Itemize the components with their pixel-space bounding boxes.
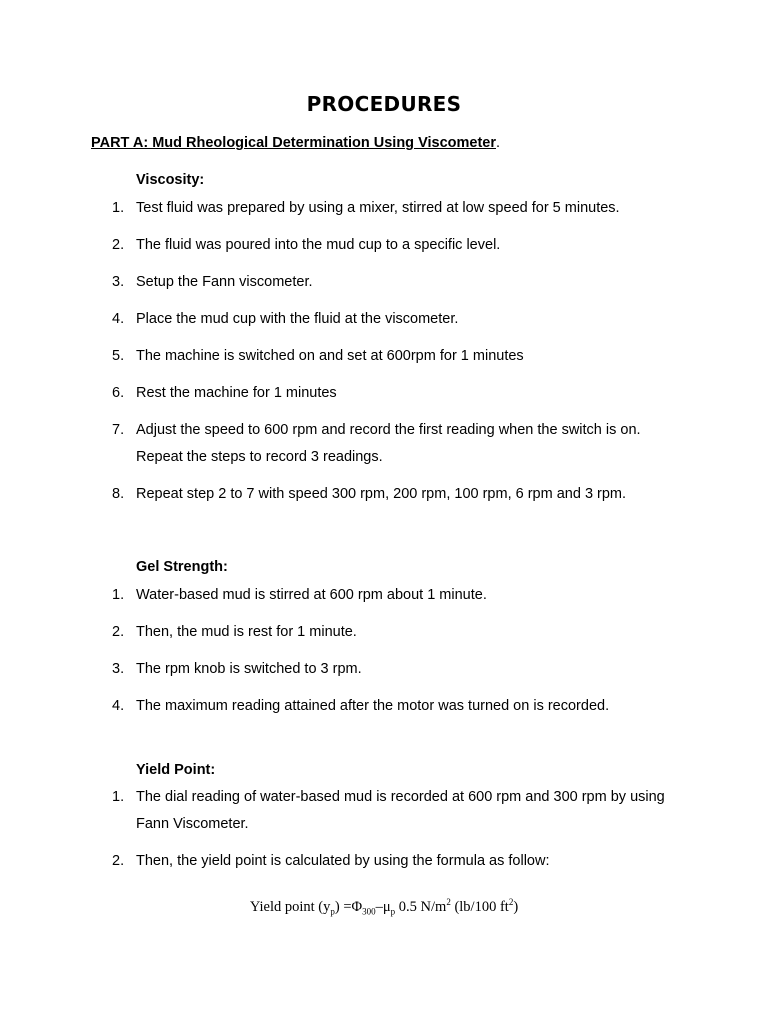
gel-strength-heading: Gel Strength: bbox=[136, 559, 228, 575]
list-item bbox=[0, 582, 768, 609]
part-a-heading bbox=[91, 135, 500, 151]
viscosity-steps bbox=[0, 195, 768, 518]
list-item bbox=[0, 784, 768, 838]
step-text: Adjust the speed to 600 rpm and record the first reading when the switch is on. Repeat the steps to record 3 readings. bbox=[136, 422, 641, 465]
list-item bbox=[0, 269, 768, 296]
step-text: Test fluid was prepared by using a mixer, stirred at low speed for 5 minutes. bbox=[136, 200, 620, 216]
list-item bbox=[0, 306, 768, 333]
step-text: Place the mud cup with the fluid at the viscometer. bbox=[136, 311, 459, 327]
formula-mu-sub: p bbox=[390, 906, 396, 917]
list-item bbox=[0, 693, 768, 720]
step-text: Water-based mud is stirred at 600 rpm about 1 minute. bbox=[136, 587, 487, 603]
step-text: Then, the yield point is calculated by using the formula as follow: bbox=[136, 853, 550, 869]
step-number: 1. bbox=[112, 200, 125, 216]
list-item bbox=[0, 195, 768, 222]
yield-point-steps bbox=[0, 784, 768, 885]
formula-value: 0.5 N/m bbox=[395, 898, 447, 915]
step-text: Rest the machine for 1 minutes bbox=[136, 385, 337, 401]
list-item bbox=[0, 343, 768, 370]
step-text: The rpm knob is switched to 3 rpm. bbox=[136, 661, 362, 677]
step-text: Repeat step 2 to 7 with speed 300 rpm, 200 rpm, 100 rpm, 6 rpm and 3 rpm. bbox=[136, 486, 627, 502]
step-number: 1. bbox=[112, 789, 125, 805]
step-number: 8. bbox=[112, 486, 125, 502]
step-number: 4. bbox=[112, 698, 125, 714]
formula-close: ) bbox=[513, 898, 519, 915]
step-text: Then, the mud is rest for 1 minute. bbox=[136, 624, 357, 640]
part-a-heading-period: . bbox=[495, 135, 501, 151]
list-item bbox=[0, 481, 768, 508]
list-item bbox=[0, 380, 768, 407]
list-item bbox=[0, 417, 768, 471]
list-item bbox=[0, 232, 768, 259]
step-number: 7. bbox=[112, 422, 125, 438]
step-number: 2. bbox=[112, 624, 125, 640]
page-title: PROCEDURES bbox=[306, 92, 462, 116]
formula-m-sup: 2 bbox=[446, 897, 451, 907]
list-item bbox=[0, 656, 768, 683]
formula-gamma-sub: p bbox=[330, 906, 335, 917]
formula-phi-sub: 300 bbox=[362, 906, 376, 917]
formula-gamma: y bbox=[323, 898, 331, 915]
formula-equals-phi: ) =Φ bbox=[334, 898, 363, 915]
step-text: The maximum reading attained after the motor was turned on is recorded. bbox=[136, 698, 610, 714]
list-item bbox=[0, 848, 768, 875]
step-number: 4. bbox=[112, 311, 125, 327]
step-number: 2. bbox=[112, 853, 125, 869]
step-text: The fluid was poured into the mud cup to a specific level. bbox=[136, 237, 501, 253]
step-number: 5. bbox=[112, 348, 125, 364]
gel-strength-steps bbox=[0, 582, 768, 730]
step-text: The machine is switched on and set at 600rpm for 1 minutes bbox=[136, 348, 524, 364]
formula-units: (lb/100 ft bbox=[450, 898, 509, 915]
yield-point-formula bbox=[0, 897, 768, 917]
step-number: 1. bbox=[112, 587, 125, 603]
step-number: 3. bbox=[112, 661, 125, 677]
formula-lead: Yield point ( bbox=[249, 898, 324, 915]
step-number: 3. bbox=[112, 274, 125, 290]
formula-ft-sup: 2 bbox=[508, 897, 514, 907]
step-number: 2. bbox=[112, 237, 125, 253]
formula-minus-mu: –μ bbox=[375, 898, 391, 915]
step-number: 6. bbox=[112, 385, 125, 401]
step-text: Setup the Fann viscometer. bbox=[136, 274, 313, 290]
viscosity-heading: Viscosity: bbox=[136, 172, 205, 188]
step-text: The dial reading of water-based mud is recorded at 600 rpm and 300 rpm by using Fann Viscometer. bbox=[136, 789, 665, 832]
yield-point-heading: Yield Point: bbox=[136, 762, 216, 778]
part-a-heading-text: PART A: Mud Rheological Determination Using Viscometer bbox=[91, 135, 496, 151]
list-item bbox=[0, 619, 768, 646]
